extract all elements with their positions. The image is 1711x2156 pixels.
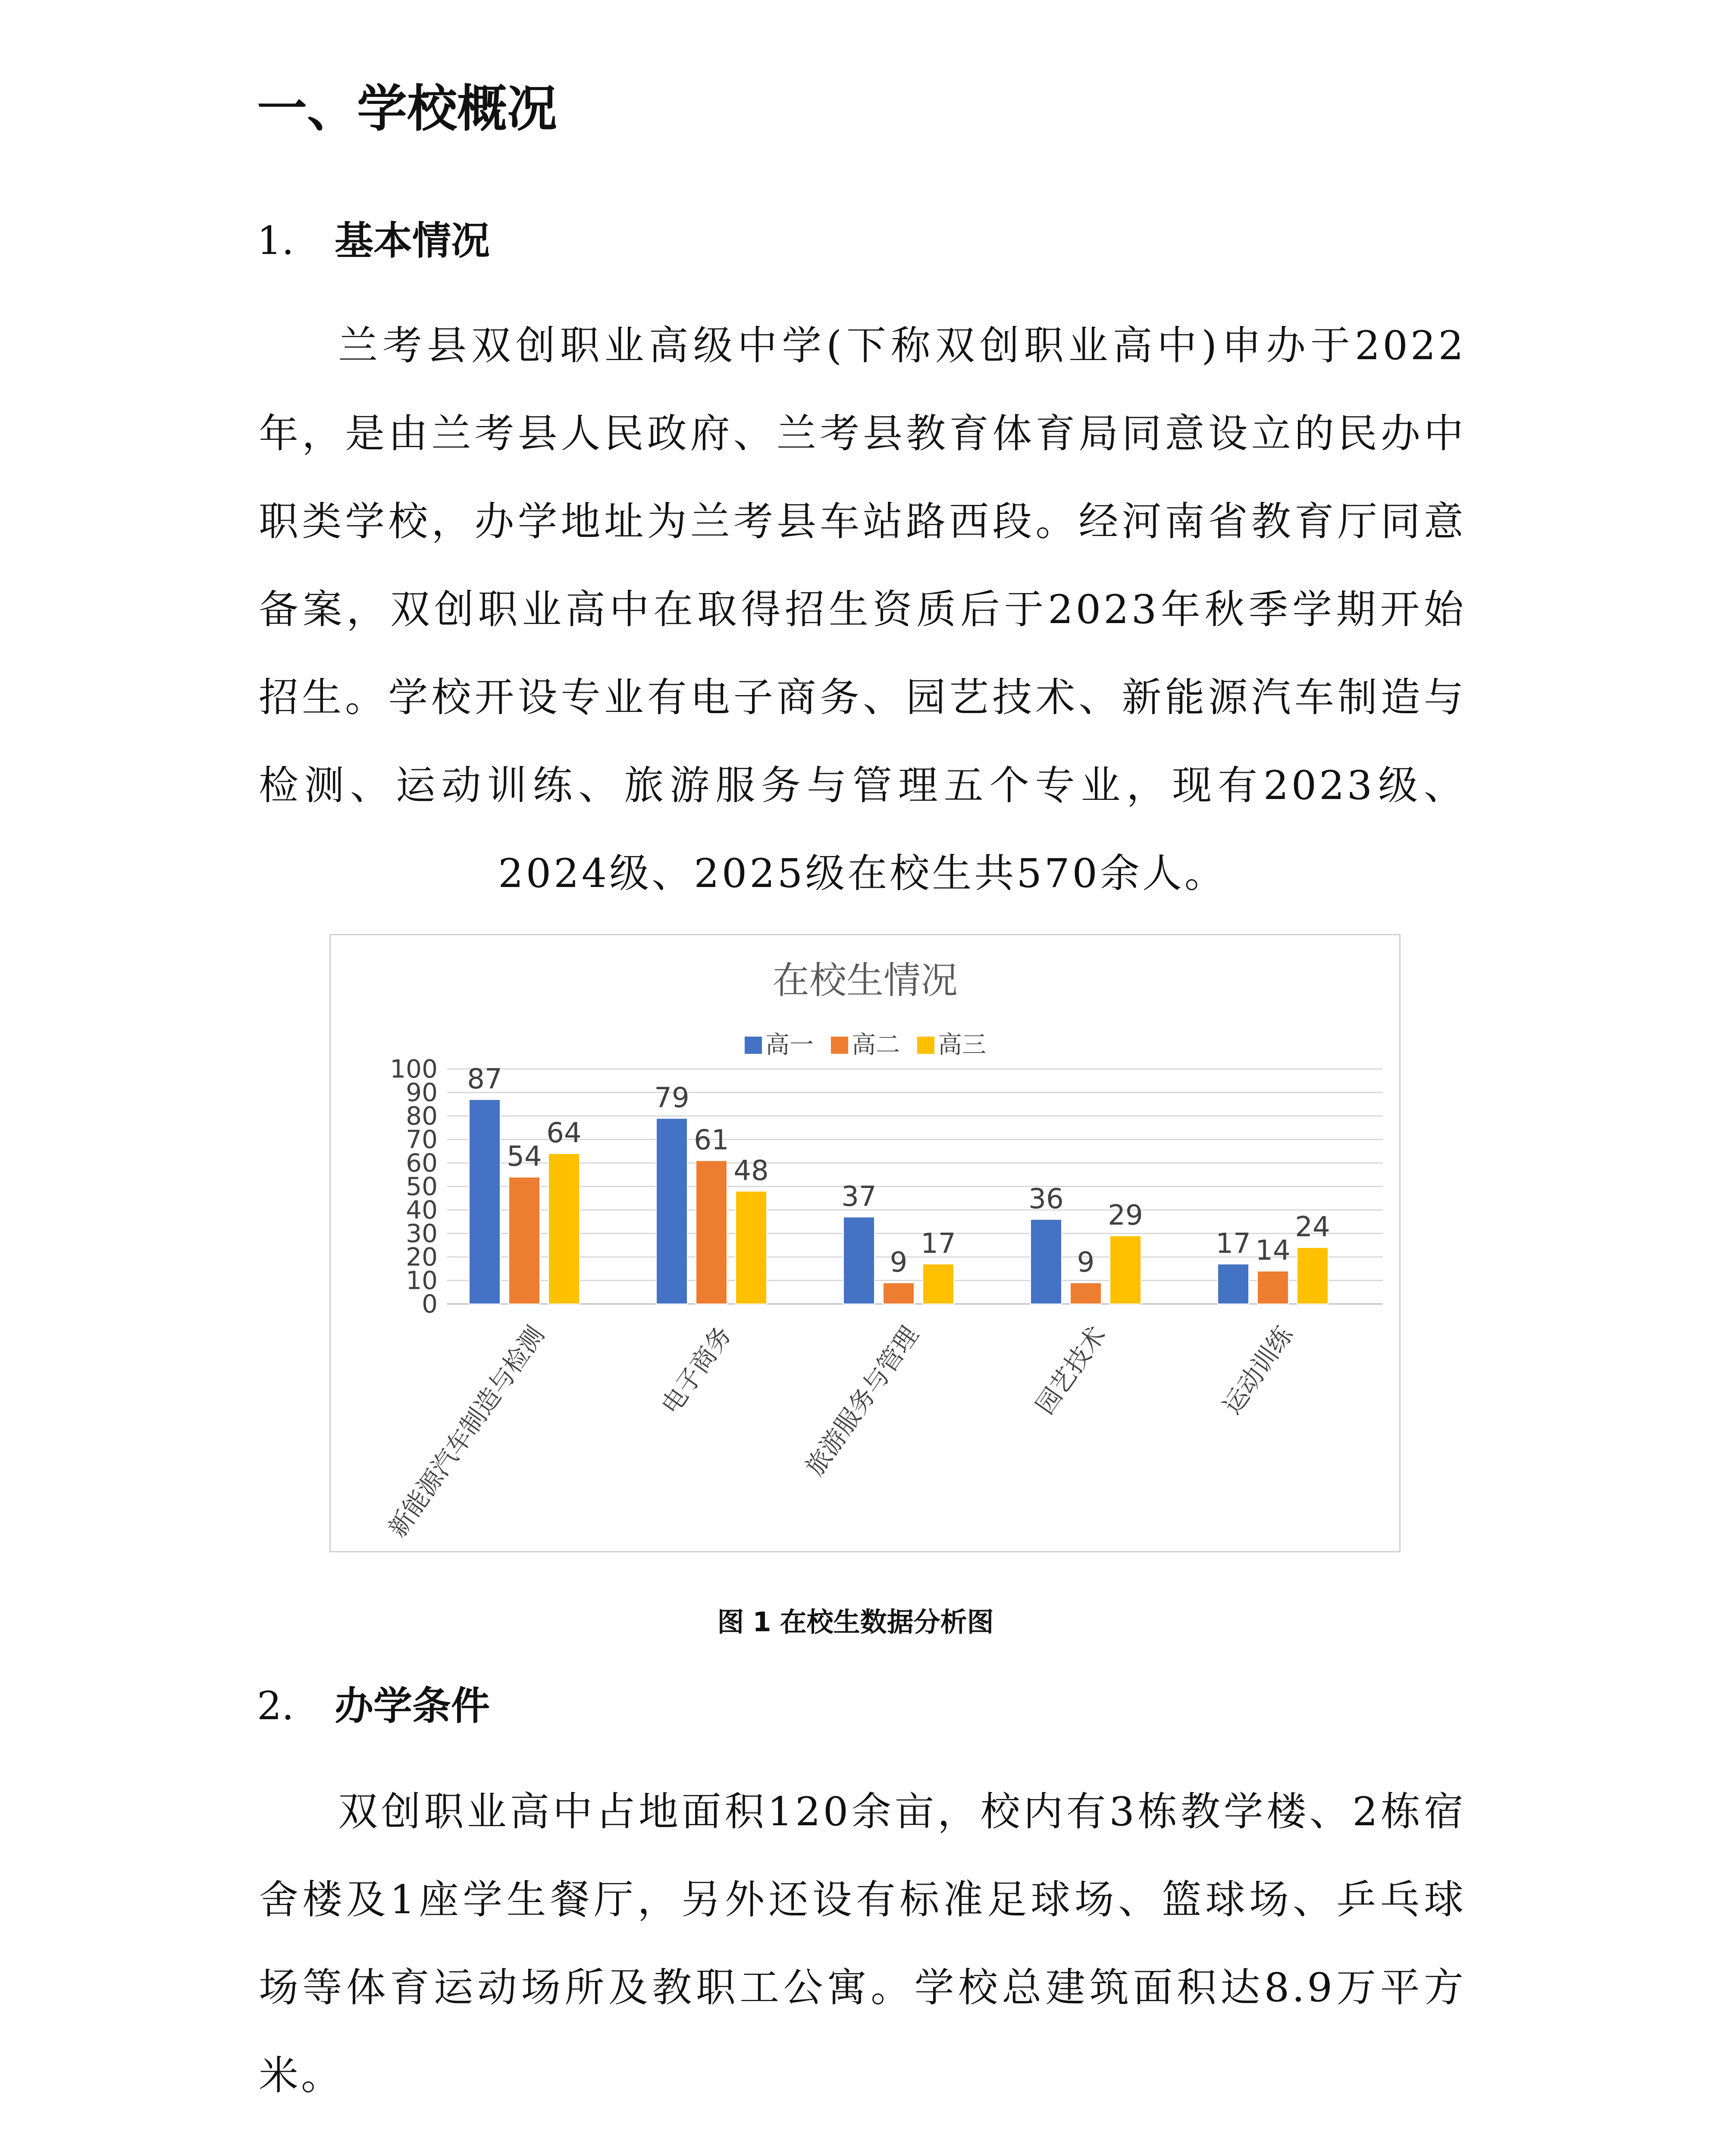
data-label: 29 [1108, 1199, 1143, 1232]
section-1-heading [257, 215, 490, 267]
y-tick-label: 10 [406, 1266, 438, 1295]
bar [696, 1161, 727, 1304]
student-chart [329, 934, 1401, 1552]
bar [548, 1153, 580, 1304]
chart-y-axis [390, 1054, 438, 1319]
y-tick-label: 100 [390, 1054, 438, 1084]
bar [656, 1118, 687, 1304]
data-label: 87 [467, 1063, 502, 1095]
y-tick-label: 50 [406, 1172, 438, 1201]
bar [923, 1264, 954, 1304]
x-tick-label: 运动训练 [1217, 1321, 1299, 1420]
legend-label: 高二 [852, 1031, 900, 1059]
chart-title: 在校生情况 [772, 959, 958, 1002]
data-label: 64 [546, 1117, 582, 1150]
bar [1297, 1247, 1328, 1304]
data-label: 9 [1077, 1246, 1095, 1279]
y-tick-label: 0 [422, 1289, 438, 1319]
page-heading: 一、学校概况 [257, 80, 557, 138]
bar [843, 1217, 874, 1304]
data-label: 54 [507, 1141, 542, 1173]
legend-swatch [831, 1037, 848, 1054]
bar [1257, 1271, 1288, 1304]
chart-x-axis [382, 1320, 1299, 1542]
x-tick-label: 园艺技术 [1030, 1321, 1112, 1420]
y-tick-label: 20 [406, 1242, 438, 1272]
legend-swatch [745, 1037, 762, 1054]
data-label: 17 [921, 1228, 956, 1260]
legend-swatch [917, 1037, 934, 1054]
data-label: 24 [1295, 1211, 1330, 1244]
chart-legend [745, 1031, 986, 1059]
y-tick-label: 70 [406, 1125, 438, 1154]
chart-data-labels [467, 1063, 1330, 1279]
bar [1218, 1264, 1249, 1304]
section-2-paragraph: 双创职业高中占地面积120余亩，校内有3栋教学楼、2栋宿舍楼及1座学生餐厅，另外还设有标准足球场、篮球场、乒乓球场等体育运动场所及教职工公寓。学校总建筑面积达8.9万平方米。 [259, 1789, 1466, 2099]
y-tick-label: 80 [406, 1101, 438, 1131]
x-tick-label: 电子商务 [655, 1321, 737, 1420]
bar [883, 1283, 914, 1304]
figure-caption [0, 1601, 1711, 1639]
section-2-heading [257, 1680, 490, 1732]
data-label: 17 [1216, 1228, 1251, 1260]
data-label: 36 [1028, 1183, 1064, 1215]
student-chart-svg [331, 935, 1399, 1551]
caption-label: 图 [717, 1606, 744, 1638]
bar [1031, 1219, 1062, 1304]
y-tick-label: 40 [406, 1195, 438, 1225]
data-label: 79 [654, 1082, 689, 1114]
bar [509, 1177, 540, 1304]
data-label: 9 [890, 1246, 908, 1279]
caption-number: 1 [752, 1606, 771, 1638]
bar [736, 1191, 767, 1304]
y-tick-label: 30 [406, 1219, 438, 1248]
data-label: 48 [733, 1155, 769, 1187]
legend-label: 高一 [765, 1031, 814, 1059]
y-tick-label: 60 [406, 1148, 438, 1178]
bar [469, 1100, 500, 1304]
x-tick-label: 旅游服务与管理 [799, 1321, 924, 1481]
section-1-number: 1. [257, 218, 294, 263]
legend-label: 高三 [938, 1031, 986, 1059]
y-tick-label: 90 [406, 1078, 438, 1107]
section-1-title: 基本情况 [335, 218, 490, 263]
section-2-title: 办学条件 [335, 1683, 490, 1729]
x-tick-label: 新能源汽车制造与检测 [382, 1321, 550, 1543]
caption-text: 在校生数据分析图 [780, 1606, 994, 1638]
bar [1070, 1283, 1101, 1304]
section-2-number: 2. [257, 1683, 294, 1729]
data-label: 37 [841, 1181, 877, 1213]
section-1-paragraph: 兰考县双创职业高级中学(下称双创职业高中)申办于2022年，是由兰考县人民政府、兰考县教育体育局同意设立的民办中职类学校，办学地址为兰考县车站路西段。经河南省教育厅同意备案，双创职业高中在取得招生资质后于2023年秋季学期开始招生。学校开设专业有电子商务、园艺技术、新能源汽车制造与检测、运动训练、旅游服务与管理五个专业，现有2023级、2024级、2025级在校生共570余人。 [259, 323, 1466, 896]
data-label: 14 [1255, 1235, 1291, 1267]
data-label: 61 [694, 1124, 729, 1156]
bar [1110, 1236, 1141, 1304]
